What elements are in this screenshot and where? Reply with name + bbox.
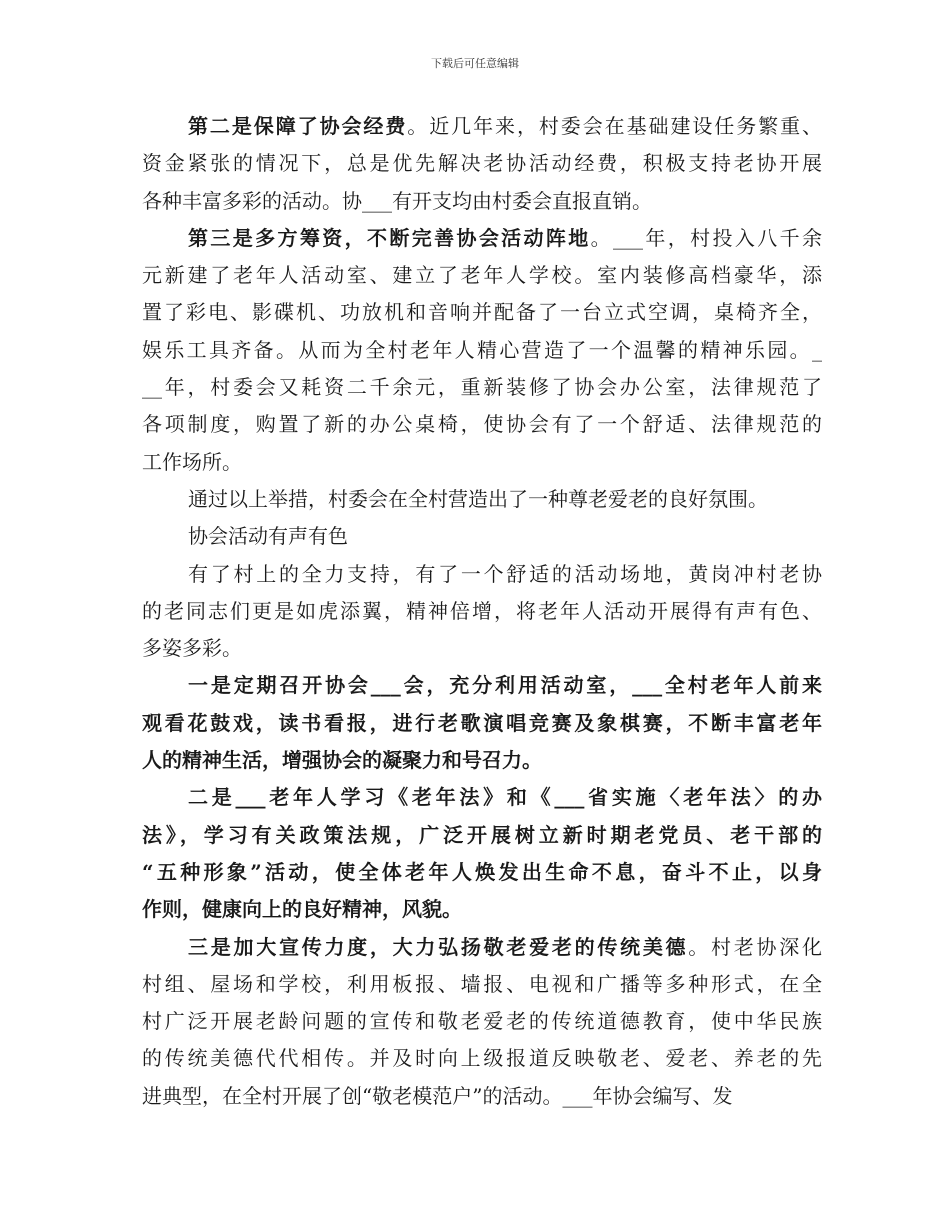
text-run: 多姿多彩。	[142, 636, 242, 661]
text-run: 元新建了老年人活动室、建立了老年人学校。室内装修高档豪华，添	[142, 263, 822, 288]
text-line	[142, 929, 822, 966]
text-line	[142, 108, 822, 145]
page-header: 下载后可任意编辑	[431, 57, 519, 70]
text-run: 通过以上举措，村委会在全村营造出了一种尊老爱老的良好氛围。	[188, 486, 768, 511]
bold-text: 一是定期召开协会___会，充分利用活动室，___全村老年人前来	[188, 673, 822, 698]
text-line	[142, 220, 822, 257]
paragraph	[142, 481, 822, 518]
text-line	[142, 742, 822, 779]
text-line	[142, 966, 822, 1003]
text-line	[142, 332, 822, 369]
text-run: 资金紧张的情况下，总是优先解决老协活动经费，积极支持老协开展	[142, 151, 822, 176]
text-line	[142, 257, 822, 294]
bold-text: 三是加大宣传力度，大力弘扬敬老爱老的传统美德	[188, 934, 689, 959]
text-run: 协会活动有声有色	[188, 524, 348, 549]
text-line	[142, 705, 822, 742]
text-line	[142, 1003, 822, 1040]
text-line	[142, 891, 822, 928]
text-line	[142, 1078, 822, 1115]
text-line	[142, 817, 822, 854]
text-line	[142, 369, 822, 406]
bold-text: 第二是保障了协会经费	[188, 114, 408, 138]
bold-text: 人的精神生活，增强协会的凝聚力和号召力。	[142, 748, 542, 773]
text-line	[142, 667, 822, 704]
text-run: 置了彩电、影碟机、功放机和音响并配备了一台立式空调，桌椅齐全，	[142, 300, 822, 325]
bold-text: 二是___老年人学习《老年法》和《___省实施〈老年法〉的办	[188, 785, 822, 810]
text-line	[142, 294, 822, 331]
bold-text: 第三是多方筹资，不断完善协会活动阵地	[188, 225, 591, 250]
text-run: 各种丰富多彩的活动。协___有开支均由村委会直报直销。	[142, 188, 652, 213]
document-body	[142, 108, 822, 1115]
text-line	[142, 593, 822, 630]
text-line	[142, 630, 822, 667]
paragraph	[142, 779, 822, 928]
text-line	[142, 406, 822, 443]
bold-text: “五种形象”活动，使全体老年人焕发出生命不息，奋斗不止，以身	[142, 859, 822, 884]
text-run: 。近几年来，村委会在基础建设任务繁重、	[407, 114, 822, 138]
paragraph	[142, 667, 822, 779]
text-line	[142, 1040, 822, 1077]
bold-text: 法》，学习有关政策法规，广泛开展树立新时期老党员、老干部的	[142, 822, 822, 847]
paragraph	[142, 220, 822, 481]
text-run: 村广泛开展老龄问题的宣传和敬老爱老的传统道德教育，使中华民族	[142, 1009, 822, 1034]
text-run: 有了村上的全力支持，有了一个舒适的活动场地，黄岗冲村老协	[188, 561, 822, 586]
text-line	[142, 779, 822, 816]
text-line	[142, 183, 822, 220]
text-run: 工作场所。	[142, 449, 242, 474]
text-run: 的老同志们更是如虎添翼，精神倍增，将老年人活动开展得有声有色、	[142, 598, 822, 623]
text-line	[142, 481, 822, 518]
text-run: 村组、屋场和学校，利用板报、墙报、电视和广播等多种形式，在全	[142, 971, 822, 996]
text-run: 。___年，村投入八千余	[590, 225, 822, 250]
bold-text: 观看花鼓戏，读书看报，进行老歌演唱竞赛及象棋赛，不断丰富老年	[142, 710, 822, 735]
text-line	[142, 444, 822, 481]
text-line	[142, 556, 822, 593]
text-line	[142, 854, 822, 891]
text-run: 进典型，在全村开展了创“敬老模范户”的活动。___年协会编写、发	[142, 1083, 733, 1108]
text-run: __年，村委会又耗资二千余元，重新装修了协会办公室，法律规范了	[142, 375, 822, 400]
text-run: 娱乐工具齐备。从而为全村老年人精心营造了一个温馨的精神乐园。_	[142, 337, 822, 362]
paragraph	[142, 556, 822, 668]
paragraph	[142, 518, 822, 555]
paragraph	[142, 929, 822, 1115]
text-line	[142, 518, 822, 555]
bold-text: 作则，健康向上的良好精神，风貌。	[142, 897, 462, 922]
text-run: 的传统美德代代相传。并及时向上级报道反映敬老、爱老、养老的先	[142, 1046, 822, 1071]
text-run: 各项制度，购置了新的办公桌椅，使协会有了一个舒适、法律规范的	[142, 412, 822, 437]
text-run: 。村老协深化	[688, 934, 822, 959]
paragraph	[142, 108, 822, 220]
text-line	[142, 145, 822, 182]
